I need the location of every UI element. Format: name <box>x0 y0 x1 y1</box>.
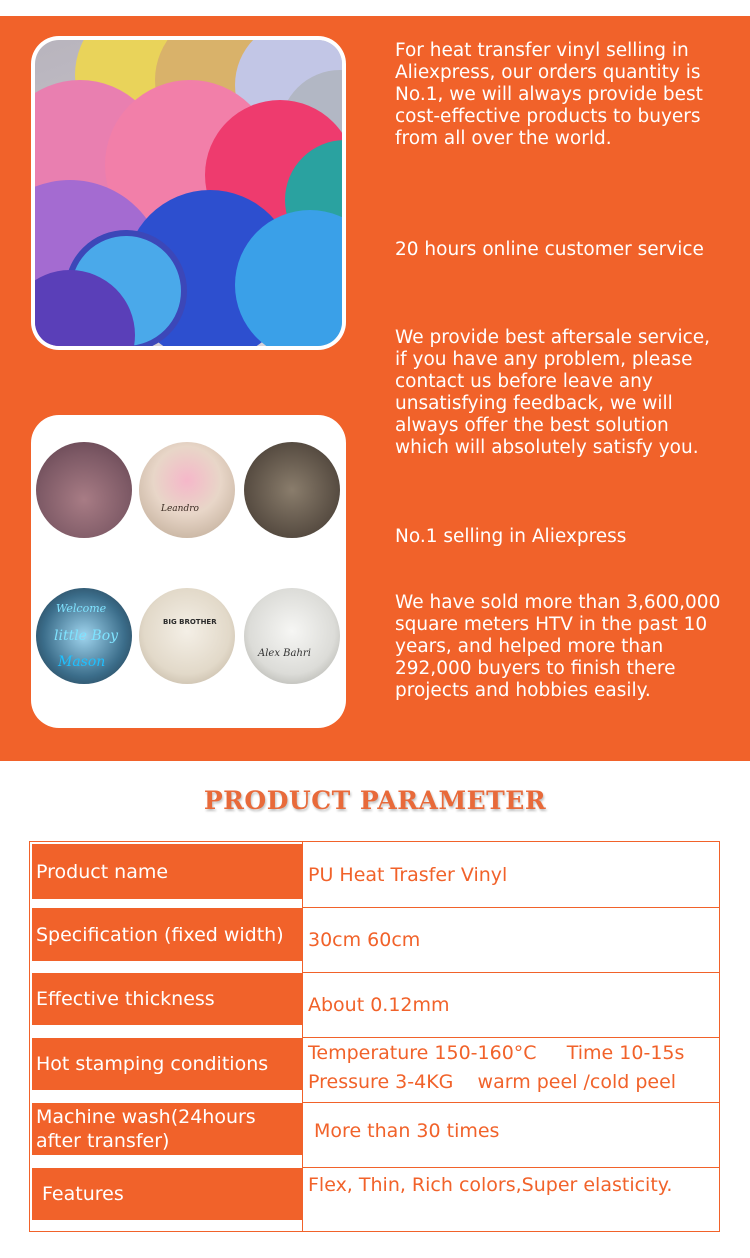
table-row <box>30 973 719 1037</box>
bear-sample-image <box>139 442 235 538</box>
sample-text: Mason <box>58 654 106 670</box>
patches-sample-image <box>244 442 340 538</box>
section-title: PRODUCT PARAMETER <box>203 786 547 815</box>
param-value: More than 30 times <box>308 1120 500 1142</box>
vinyl-rolls-photo <box>35 40 342 346</box>
sample-text: little Boy <box>54 628 119 644</box>
intro-paragraph: We provide best aftersale service, if you have any problem, please contact us before leave any unsatisfying feedback, we will always offer the best solution which will absolutely satisfy you. <box>395 327 711 458</box>
intro-paragraph: No.1 selling in Aliexpress <box>395 526 627 547</box>
intro-paragraph: We have sold more than 3,600,000 square meters HTV in the past 10 years, and helped more than 292,000 buyers to finish there projects and hobbies easily. <box>395 592 721 701</box>
param-value: Temperature 150-160°C Time 10-15s Pressure 3-4KG warm peel /cold peel <box>308 1042 685 1093</box>
samples-card <box>31 415 346 728</box>
sample-text: BIG BROTHER <box>163 618 217 626</box>
table-row <box>30 1038 719 1102</box>
param-label: Features <box>32 1168 302 1220</box>
param-label: Effective thickness <box>32 973 302 1025</box>
sample-text: Leandro <box>161 504 199 514</box>
sample-text: Alex Bahri <box>258 648 311 659</box>
param-label: Product name <box>32 844 302 899</box>
table-row <box>30 842 719 907</box>
param-value: 30cm 60cm <box>308 929 421 951</box>
param-value: Flex, Thin, Rich colors,Super elasticity. <box>308 1174 673 1196</box>
intro-paragraph: For heat transfer vinyl selling in Aliexpress, our orders quantity is No.1, we will always provide best cost-effective products to buyers from all over the world. <box>395 40 703 149</box>
parameter-table <box>29 841 720 1232</box>
param-label: Specification (fixed width) <box>32 908 302 961</box>
tote-sample-image <box>244 588 340 684</box>
table-row <box>30 1168 719 1231</box>
table-row <box>30 908 719 972</box>
table-row <box>30 1103 719 1167</box>
param-label: Hot stamping conditions <box>32 1038 302 1090</box>
sample-text: Welcome <box>56 602 107 615</box>
param-value: About 0.12mm <box>308 994 450 1016</box>
balloon-sample-image <box>36 588 132 684</box>
intro-paragraph: 20 hours online customer service <box>395 239 704 260</box>
onesie-sample-image <box>139 588 235 684</box>
vinyl-rolls-card <box>31 36 346 350</box>
param-value: PU Heat Trasfer Vinyl <box>308 863 508 886</box>
hoodie-sample-image <box>36 442 132 538</box>
param-label: Machine wash(24hours after transfer) <box>32 1103 302 1155</box>
